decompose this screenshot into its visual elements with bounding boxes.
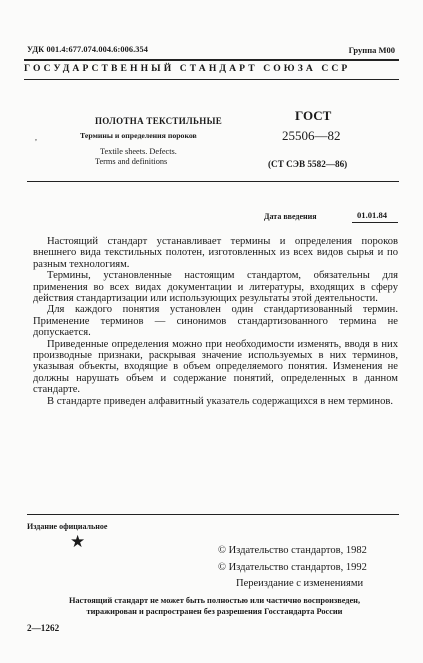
- english-title-line1: Textile sheets. Defects.: [100, 147, 177, 156]
- copyright-1982: © Издательство стандартов, 1982: [218, 545, 367, 556]
- top-rule: [24, 59, 399, 61]
- effective-date-value: 01.01.84: [357, 210, 388, 220]
- footer-rule: [27, 514, 399, 515]
- gost-label: ГОСТ: [295, 108, 332, 123]
- gost-number: 25506—82: [282, 128, 341, 143]
- date-underline: [352, 222, 398, 223]
- cmea-reference: (СТ СЭВ 5582—86): [268, 159, 348, 169]
- notice-line-1: Настоящий стандарт не может быть полностью или частично воспроизведен,: [68, 596, 361, 605]
- star-icon: ★: [70, 532, 86, 551]
- reissue-note: Переиздание с изменениями: [236, 578, 364, 589]
- effective-date-label: Дата введения: [264, 212, 317, 221]
- banner-rule: [24, 79, 399, 80]
- margin-mark: ,: [35, 133, 37, 142]
- english-title-line2: Terms and definitions: [95, 157, 168, 166]
- reproduction-notice: [27, 596, 402, 617]
- group-code: Группа М00: [348, 45, 395, 55]
- notice-line-2: тиражирован и распространен без разрешения Госстандарта России: [86, 606, 343, 616]
- copyright-1992: © Издательство стандартов, 1992: [218, 562, 367, 573]
- print-code: 2—1262: [27, 623, 60, 633]
- body-text: [33, 236, 398, 407]
- title-block-rule: [27, 181, 399, 182]
- paragraph-1: Настоящий стандарт устанавливает термины и определения пороков внешнего вида текстильных полотен, изготовленных из всех видов сырья и по разным технологиям.: [33, 236, 398, 270]
- paragraph-5: В стандарте приведен алфавитный указатель содержащихся в нем терминов.: [47, 395, 394, 407]
- document-subtitle: Термины и определения пороков: [80, 131, 197, 140]
- official-edition-label: Издание официальное: [27, 522, 108, 531]
- paragraph-2: Термины, установленные настоящим стандартом, обязательны для применения во всех видах документации и литературы, входящих в сферу действия стандартизации или использующих результаты этой деятельности.: [33, 270, 398, 305]
- udk-code: УДК 001.4:677.074.004.6:006.354: [27, 45, 149, 54]
- document-title: ПОЛОТНА ТЕКСТИЛЬНЫЕ: [95, 116, 223, 126]
- state-standard-banner: ГОСУДАРСТВЕННЫЙ СТАНДАРТ СОЮЗА ССР: [24, 63, 351, 74]
- paragraph-3: Для каждого понятия установлен один стандартизованный термин. Применение терминов — синонимов стандартизованного термина не допускается.: [33, 304, 398, 339]
- paragraph-4: Приведенные определения можно при необходимости изменять, вводя в них производные признаки, раскрывая значение используемых в них терминов, указывая объекты, входящие в объем определяемого понятия. Изменения не должны нарушать объем и содержание понятий, определенных в данном стандарте.: [33, 338, 398, 396]
